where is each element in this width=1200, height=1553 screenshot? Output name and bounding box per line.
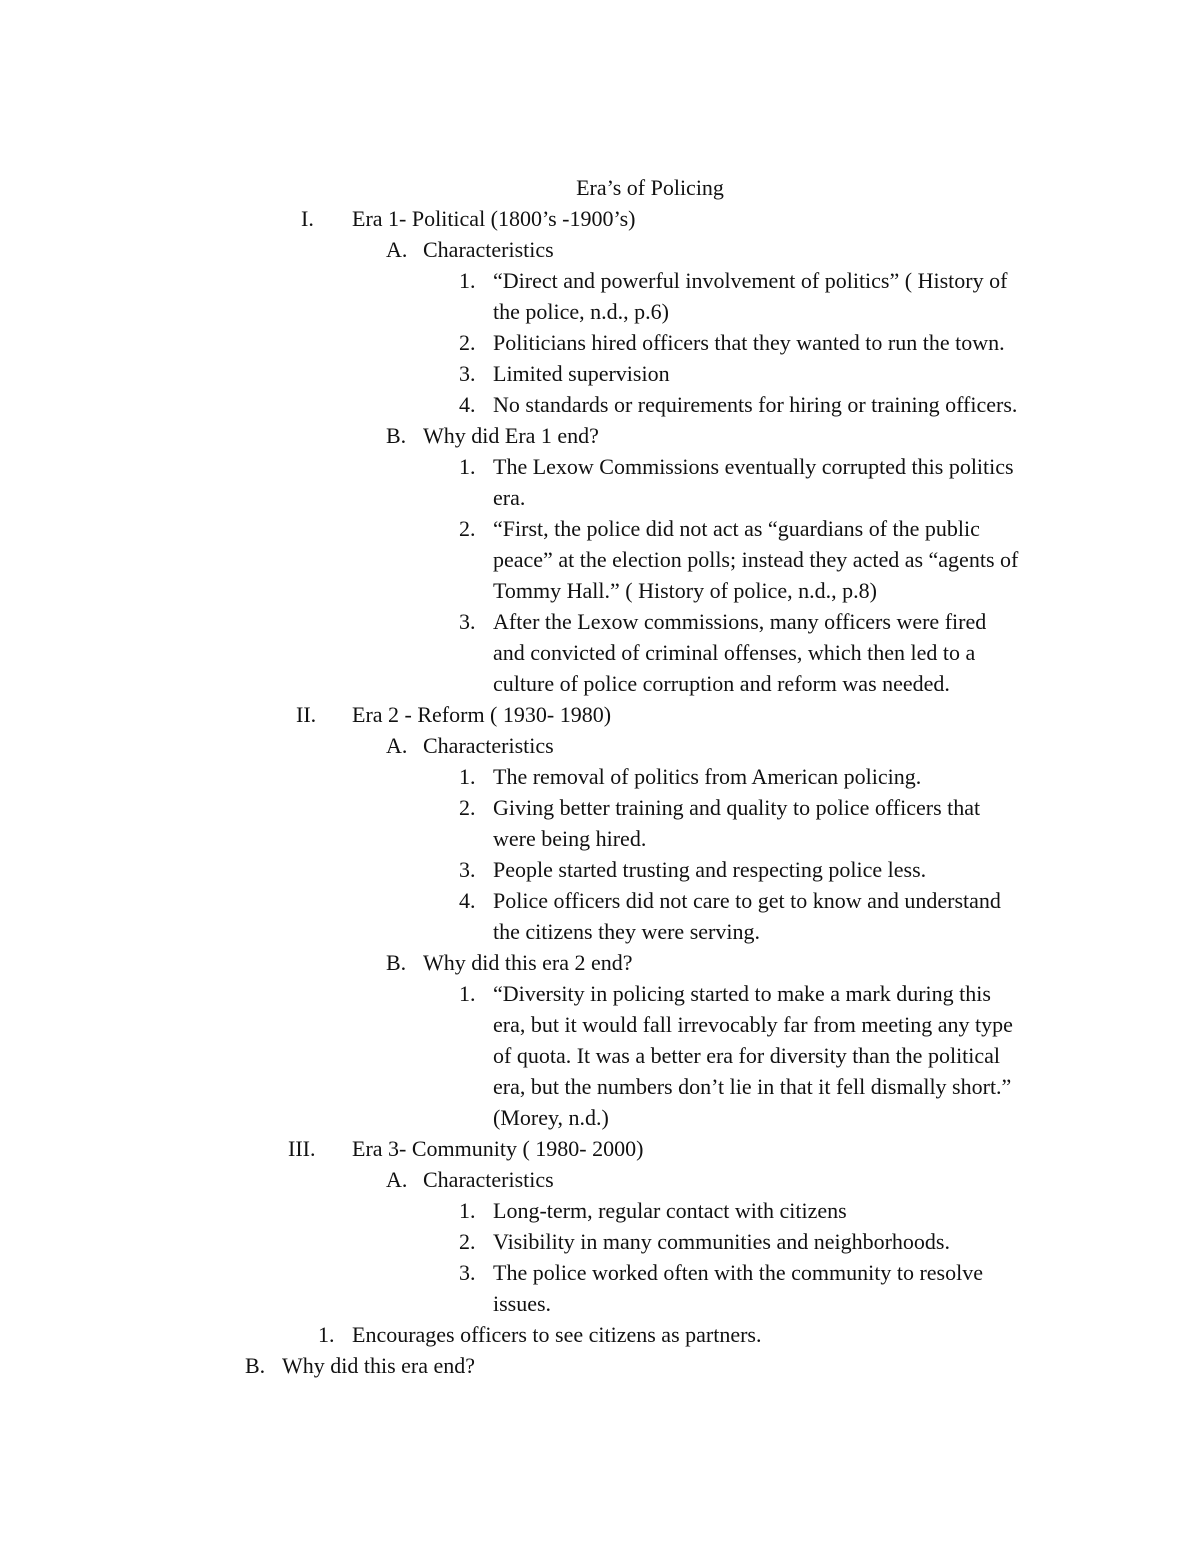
list-item-text: era, but the numbers don’t lie in that it fell dismally short.” [493, 1074, 1012, 1099]
subsection-letter: B. [386, 950, 407, 975]
list-item-number: 3. [459, 1260, 476, 1285]
list-item-text: of quota. It was a better era for diversity than the political [493, 1043, 1001, 1068]
list-item-number: 1. [459, 454, 476, 479]
list-item-text: Police officers did not care to get to know and understand [493, 888, 1001, 913]
list-item-text: were being hired. [493, 826, 647, 851]
section-heading: Era 1- Political (1800’s -1900’s) [352, 206, 636, 231]
subsection-heading: Why did this era 2 end? [423, 950, 633, 975]
subsection-heading: Characteristics [423, 1167, 554, 1192]
subsection-letter: A. [386, 237, 408, 262]
list-item-text: culture of police corruption and reform was needed. [493, 671, 950, 696]
list-item-text: and convicted of criminal offenses, which then led to a [493, 640, 976, 665]
list-item-text: Politicians hired officers that they wanted to run the town. [493, 330, 1005, 355]
list-item-text: Limited supervision [493, 361, 670, 386]
list-item-text: The Lexow Commissions eventually corrupted this politics [493, 454, 1014, 479]
list-item-text: Giving better training and quality to police officers that [493, 795, 981, 820]
document-title: Era’s of Policing [576, 175, 724, 200]
list-item-text: “First, the police did not act as “guardians of the public [493, 516, 980, 541]
list-item-number: 2. [459, 330, 476, 355]
list-item-text: Visibility in many communities and neighborhoods. [493, 1229, 950, 1254]
list-item-text: (Morey, n.d.) [493, 1105, 609, 1130]
subsection-heading: Why did Era 1 end? [423, 423, 599, 448]
section-heading: Era 3- Community ( 1980- 2000) [352, 1136, 644, 1161]
list-item-number: 1. [459, 764, 476, 789]
list-item-number: 2. [459, 795, 476, 820]
section-numeral: II. [296, 702, 317, 727]
list-item-text: peace” at the election polls; instead they acted as “agents of [493, 547, 1019, 572]
subsection-letter: B. [245, 1353, 266, 1378]
list-item-number: 1. [318, 1322, 335, 1347]
list-item-number: 4. [459, 392, 476, 417]
list-item-text: “Direct and powerful involvement of politics” ( History of [493, 268, 1008, 293]
list-item-text: era, but it would fall irrevocably far from meeting any type [493, 1012, 1013, 1037]
list-item-text: No standards or requirements for hiring or training officers. [493, 392, 1018, 417]
list-item-text: “Diversity in policing started to make a mark during this [493, 981, 991, 1006]
list-item-number: 1. [459, 1198, 476, 1223]
list-item-text: era. [493, 485, 526, 510]
list-item-number: 1. [459, 981, 476, 1006]
list-item-number: 2. [459, 516, 476, 541]
subsection-letter: B. [386, 423, 407, 448]
section-heading: Era 2 - Reform ( 1930- 1980) [352, 702, 612, 727]
subsection-letter: A. [386, 1167, 408, 1192]
list-item-text: After the Lexow commissions, many officers were fired [493, 609, 987, 634]
list-item-number: 3. [459, 609, 476, 634]
list-item-text: Long-term, regular contact with citizens [493, 1198, 847, 1223]
list-item-number: 4. [459, 888, 476, 913]
section-numeral: III. [288, 1136, 316, 1161]
subsection-heading: Characteristics [423, 237, 554, 262]
list-item-number: 3. [459, 857, 476, 882]
list-item-text: issues. [493, 1291, 552, 1316]
list-item-number: 3. [459, 361, 476, 386]
subsection-letter: A. [386, 733, 408, 758]
list-item-text: Encourages officers to see citizens as partners. [352, 1322, 762, 1347]
list-item-text: the citizens they were serving. [493, 919, 760, 944]
section-numeral: I. [301, 206, 314, 231]
subsection-heading: Why did this era end? [282, 1353, 476, 1378]
list-item-number: 2. [459, 1229, 476, 1254]
list-item-text: The removal of politics from American policing. [493, 764, 922, 789]
list-item-number: 1. [459, 268, 476, 293]
subsection-heading: Characteristics [423, 733, 554, 758]
list-item-text: Tommy Hall.” ( History of police, n.d., p.8) [493, 578, 878, 603]
list-item-text: People started trusting and respecting police less. [493, 857, 927, 882]
list-item-text: the police, n.d., p.6) [493, 299, 669, 324]
list-item-text: The police worked often with the community to resolve [493, 1260, 983, 1285]
